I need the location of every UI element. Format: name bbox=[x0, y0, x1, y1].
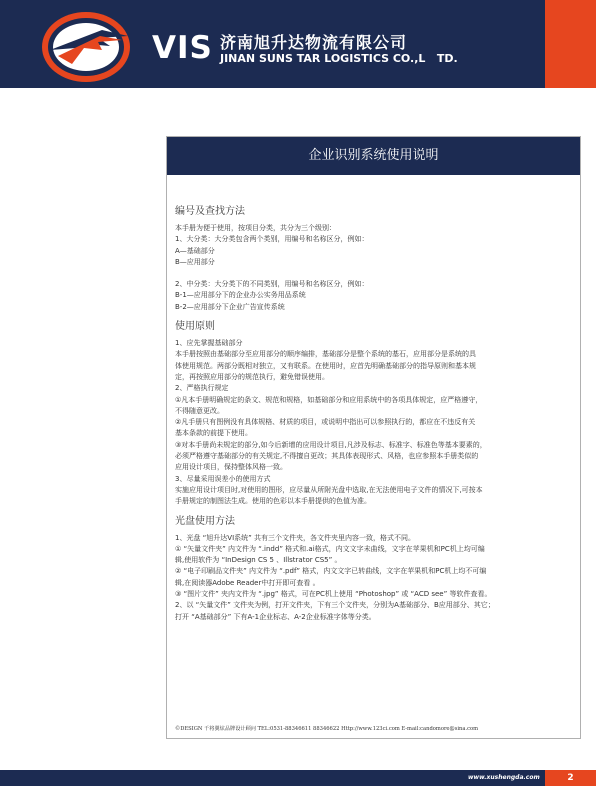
brand-short-name: VIS bbox=[152, 30, 213, 66]
text-line: 实施应用设计项目时,对使用的图形，应尽量从所附光盘中选取,在无法使用电子文件的情况下,可按本 bbox=[175, 485, 483, 494]
text-line: ① “矢量文件夹” 内文件为 “.indd” 格式和.ai格式，内文文字未曲线，文字在苹果机和PC机上均可编 bbox=[175, 544, 485, 553]
text-line: 基本条款的前提下使用。 bbox=[175, 429, 252, 438]
spacer bbox=[175, 508, 567, 515]
text-line: ② “电子印刷品文件夹” 内文件为 “.pdf” 格式，内文文字已转曲线，文字在苹果机和PC机上均不可编 bbox=[175, 567, 487, 576]
text-line: B—应用部分 bbox=[175, 257, 215, 266]
text-line: 2、中分类：大分类下的不同类别，用编号和名称区分，例如： bbox=[175, 280, 369, 289]
card-title-bar bbox=[167, 137, 580, 175]
page-number: 2 bbox=[567, 773, 574, 783]
text-line: ③ “图片文件” 夹内文件为 “.jpg” 格式，可在PC机上使用 “Photoshop” 或 “ACD see” 等软件查看。 bbox=[175, 590, 492, 599]
text-line: 2、严格执行规定 bbox=[175, 384, 229, 393]
text-line: ②凡手册只有图例没有具体规格、材质的项目，或说明中指出可以参照执行的，都应在不违反有关 bbox=[175, 418, 476, 427]
text-line: ③对本手册尚未规定的部分,如今后新增的应用设计项目,凡涉及标志、标准字、标准色等基本要素的， bbox=[175, 440, 487, 449]
footer-website: www.xushengda.com bbox=[468, 774, 540, 781]
spacer bbox=[175, 313, 567, 320]
text-line: A—基础部分 bbox=[175, 246, 215, 255]
card-title: 企业识别系统使用说明 bbox=[308, 148, 439, 163]
text-line: B-2—应用部分下企业广告宣传系统 bbox=[175, 302, 285, 311]
text-line: 1、应先掌握基础部分 bbox=[175, 339, 243, 348]
section-heading-principles: 使用原则 bbox=[175, 321, 215, 333]
text-line: 1、大分类：大分类包含两个类别，用编号和名称区分，例如： bbox=[175, 235, 369, 244]
manual-body bbox=[175, 205, 567, 623]
text-line: 不得随意更改。 bbox=[175, 406, 224, 415]
text-line: 定，再按照应用部分的规范执行，避免错误使用。 bbox=[175, 372, 329, 381]
company-name-en: JINAN SUNS TAR LOGISTICS CO.,L TD. bbox=[220, 52, 458, 65]
text-line: 辑,在阅读器Adobe Reader中打开即可查看 。 bbox=[175, 578, 320, 587]
text-line: 打开 “A基础部分” 下有A-1企业标志、A-2企业标准字体等分类。 bbox=[175, 612, 376, 621]
section-heading-disc-usage: 光盘使用方法 bbox=[175, 515, 235, 527]
section-heading-numbering: 编号及查找方法 bbox=[175, 206, 245, 217]
text-line: 2、以 “矢量文件” 文件夹为例，打开文件夹，下有三个文件夹，分别为A基础部分、B应用部分、其它； bbox=[175, 601, 495, 610]
design-credit-note: ©DESIGN 千将翼炫品牌设计顾问 TEL:0531-88346611 88346622 Http://www.123ci.com E-mail:candomore@sina.com bbox=[175, 726, 479, 732]
text-line: 必须严格遵守基础部分的有关规定,不得擅自更改；其具体表现形式、风格，也应参照本手册类似的 bbox=[175, 452, 479, 461]
spacer bbox=[175, 268, 567, 279]
company-name-cn: 济南旭升达物流有限公司 bbox=[220, 33, 408, 52]
company-logo-icon bbox=[40, 10, 132, 84]
text-line: B-1—应用部分下的企业办公实务用品系统 bbox=[175, 291, 306, 300]
header-accent-block bbox=[545, 0, 596, 88]
content-card bbox=[166, 136, 581, 739]
text-line: ①凡本手册明确规定的条文、规范和规格，如基础部分和应用系统中的各项具体规定，应严格遵守， bbox=[175, 395, 483, 404]
text-line: 辑,使用软件为 “InDesign CS 5 、Illstrator CS5” 。 bbox=[175, 556, 342, 565]
text-line: 应用设计项目，保持整体风格一致。 bbox=[175, 463, 287, 472]
text-line: 本手册为便于使用，按项目分类，共分为三个级别： bbox=[175, 224, 336, 232]
text-line: 本手册按照由基础部分至应用部分的顺序编排，基础部分是整个系统的基石，应用部分是系统的具 bbox=[175, 350, 476, 359]
text-line: 手册规定的制图法生成。使用的色彩以本手册提供的色值为准。 bbox=[175, 497, 371, 506]
text-line: 3、尽量采用误差小的使用方式 bbox=[175, 474, 271, 483]
text-line: 1、光盘 “旭升达VI系统” 共有三个文件夹，各文件夹里内容一致，格式不同。 bbox=[175, 533, 416, 542]
text-line: 体使用规范。两部分既相对独立，又有联系。在使用时，应首先明确基础部分的指导原则和基本规 bbox=[175, 361, 476, 370]
